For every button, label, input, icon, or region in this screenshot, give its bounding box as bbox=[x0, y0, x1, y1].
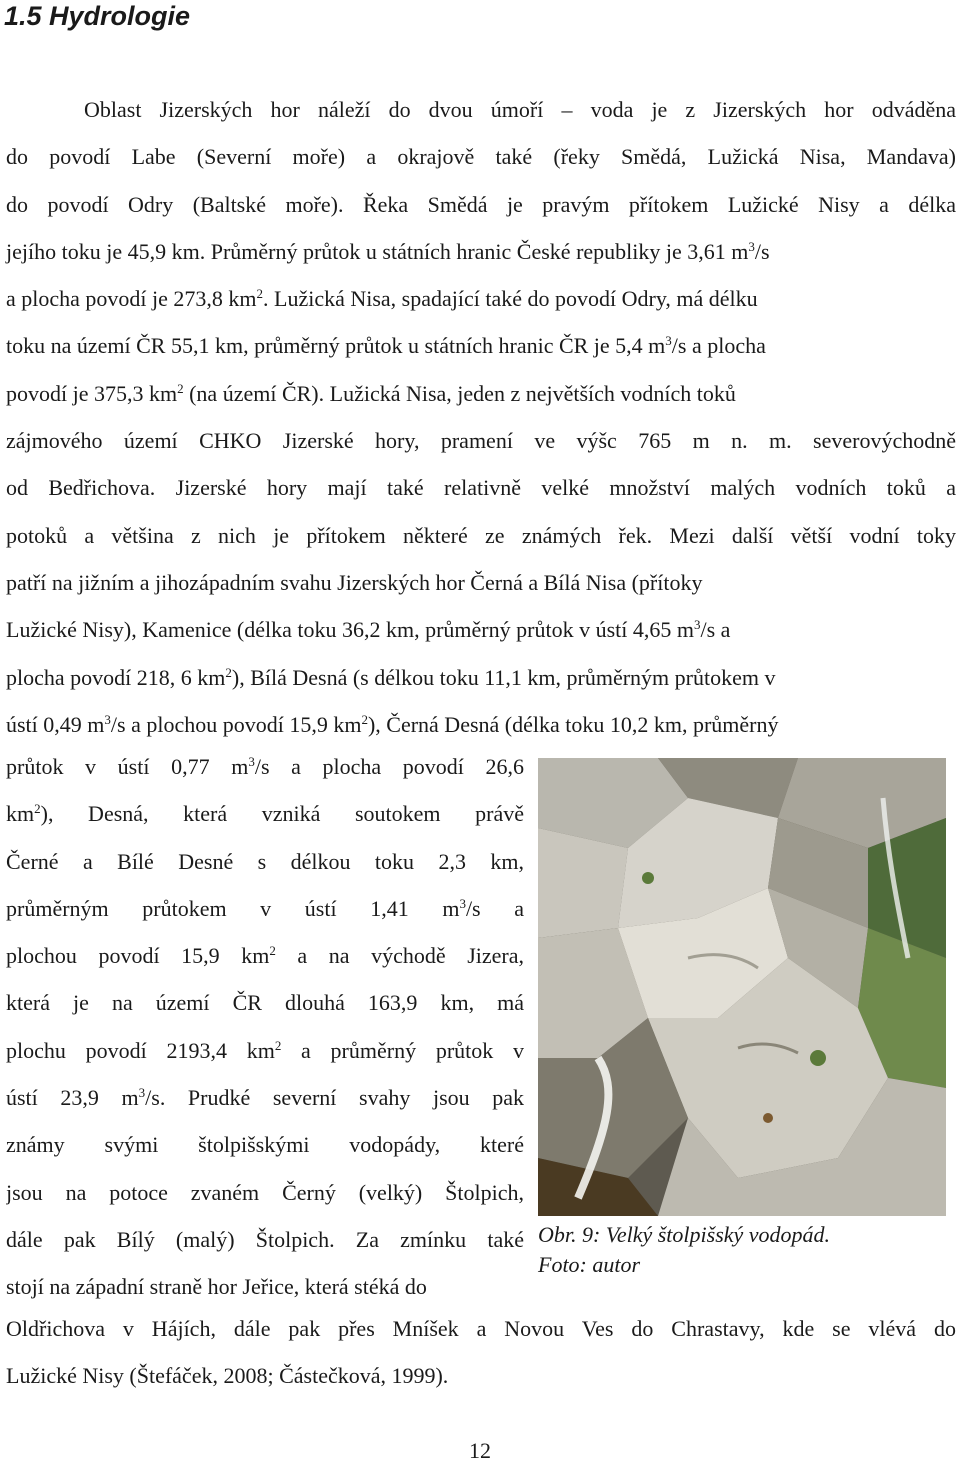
text-line: plochou povodí 15,9 $km^2$ a na východě Jizera, bbox=[6, 943, 524, 969]
text-line: toku na území ČR 55,1 km, průměrný průtok u státních hranic ČR je 5,4 $m^3/s$ a plocha bbox=[6, 333, 766, 359]
text-line: průměrným průtokem v ústí 1,41 $m^3/s$ a bbox=[6, 895, 524, 921]
paragraph-end bbox=[6, 1305, 956, 1400]
caption-title: Obr. 9: Velký štolpišský vodopád. bbox=[538, 1222, 831, 1247]
text-line: průtok v ústí 0,77 $m^3/s$ a plocha povodí 26,6 bbox=[6, 754, 524, 779]
text-line: plocha povodí 218, 6 $km^2$), Bílá Desná (s délkou toku 11,1 km, průměrným průtokem v bbox=[6, 664, 776, 690]
text-line: do povodí Odry (Baltské moře). Řeka Smědá je pravým přítokem Lužické Nisy a délka bbox=[6, 191, 956, 217]
text-line: Černé a Bílé Desné s délkou toku 2,3 km, bbox=[6, 848, 524, 874]
paragraph-narrow bbox=[6, 743, 524, 1311]
text-line: ústí 0,49 $m^3/s$ a plochou povodí 15,9 $km^2$), Černá Desná (délka toku 10,2 km, průměrný bbox=[6, 711, 779, 737]
text-line: jejího toku je 45,9 km. Průměrný průtok u státních hranic České republiky je 3,61 $m^3/s$ bbox=[6, 238, 770, 264]
text-line: stojí na západní straně hor Jeřice, která stéká do bbox=[6, 1274, 427, 1300]
text-line: patří na jižním a jihozápadním svahu Jizerských hor Černá a Bílá Nisa (přítoky bbox=[6, 569, 703, 595]
text-line: která je na území ČR dlouhá 163,9 km, má bbox=[6, 990, 524, 1016]
text-line: Lužické Nisy), Kamenice (délka toku 36,2 km, průměrný průtok v ústí 4,65 $m^3/s$ a bbox=[6, 617, 731, 643]
text-line: do povodí Labe (Severní moře) a okrajově také (řeky Smědá, Lužická Nisa, Mandava) bbox=[6, 144, 956, 170]
text-line: zájmového území CHKO Jizerské hory, pramení ve výšc 765 m n. m. severovýchodně bbox=[6, 428, 956, 454]
text-line: známy svými štolpišskými vodopády, které bbox=[6, 1132, 524, 1158]
text-line: ústí 23,9 $m^3/s$. Prudké severní svahy jsou pak bbox=[6, 1085, 524, 1111]
text-line: Oldřichova v Hájích, dále pak přes Mníšek a Novou Ves do Chrastavy, kde se vlévá do bbox=[6, 1316, 956, 1341]
caption-credit: Foto: autor bbox=[538, 1252, 641, 1277]
text-line: jsou na potoce zvaném Černý (velký) Štolpich, bbox=[6, 1179, 524, 1205]
text-line: $km^2$), Desná, která vzniká soutokem právě bbox=[6, 801, 524, 827]
figure-caption bbox=[538, 1220, 958, 1280]
section-heading: 1.5 Hydrologie bbox=[4, 1, 191, 31]
text-line: plochu povodí 2193,4 $km^2$ a průměrný průtok v bbox=[6, 1037, 524, 1063]
paragraph-top bbox=[6, 86, 956, 748]
text-line: Oblast Jizerských hor náleží do dvou úmoří – voda je z Jizerských hor odváděna bbox=[84, 97, 956, 122]
text-line: dále pak Bílý (malý) Štolpich. Za zmínku také bbox=[6, 1226, 524, 1252]
text-line: povodí je 375,3 $km^2$ (na území ČR). Lužická Nisa, jeden z největších vodních toků bbox=[6, 380, 736, 406]
text-line: a plocha povodí je 273,8 $km^2$. Lužická Nisa, spadající také do povodí Odry, má délku bbox=[6, 286, 758, 312]
text-line: Lužické Nisy (Štefáček, 2008; Částečková, 1999). bbox=[6, 1363, 449, 1389]
text-line: potoků a většina z nich je přítokem některé ze známých řek. Mezi další větší vodní toky bbox=[6, 522, 956, 548]
waterfall-photo-image bbox=[538, 758, 946, 1216]
text-line: od Bedřichova. Jizerské hory mají také relativně velké množství malých vodních toků a bbox=[6, 475, 956, 501]
waterfall-photo bbox=[538, 758, 946, 1216]
page-number: 12 bbox=[469, 1438, 491, 1463]
